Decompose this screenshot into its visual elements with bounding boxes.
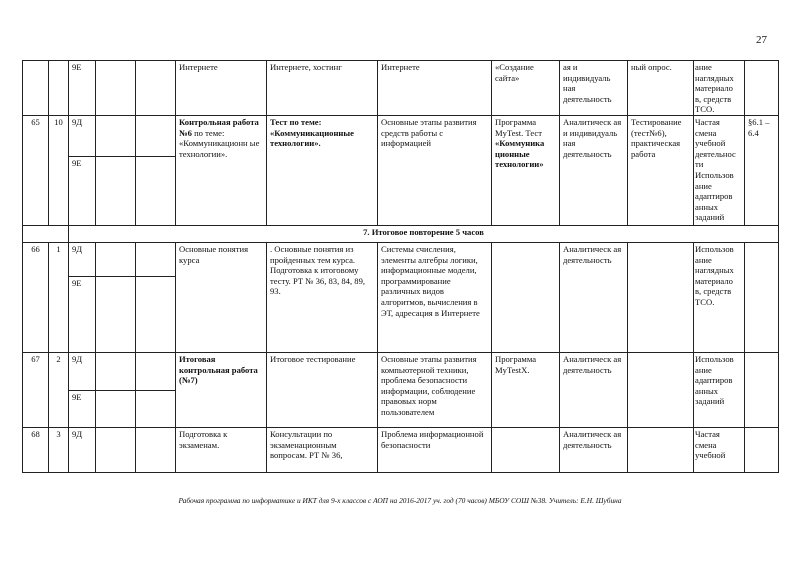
cell-hour: 1 xyxy=(49,243,69,353)
section-title: 7. Итоговое повторение 5 часов xyxy=(69,226,779,243)
cell-topic: Подготовка к экзаменам. xyxy=(176,428,267,473)
cell-hour: 10 xyxy=(49,116,69,226)
cell-elements: Проблема информационной безопасности xyxy=(378,428,492,473)
cell-correction: Частая смена учебной деятельнос ти Использов ание адаптиров анных заданий xyxy=(694,116,745,226)
cell-date-fact xyxy=(136,353,176,391)
cell-resources xyxy=(492,428,560,473)
page-footer: Рабочая программа по информатике и ИКТ для 9-х классов с АОП на 2016-2017 уч. год (70 часов) МБОУ СОШ №38. Учитель: Е.Н. Шубина xyxy=(178,496,622,505)
cell-homework xyxy=(745,428,779,473)
cell-resources xyxy=(492,243,560,353)
section-spacer xyxy=(23,226,69,243)
cell-correction: Использов ание наглядных материало в, средств ТСО. xyxy=(694,243,745,353)
cell-content: Интернете, хостинг xyxy=(267,61,378,116)
cell-lesson-num: 67 xyxy=(23,353,49,428)
cell-content: Итоговое тестирование xyxy=(267,353,378,428)
cell-topic: Основные понятия курса xyxy=(176,243,267,353)
cell-homework xyxy=(745,61,779,116)
cell-date-fact xyxy=(136,391,176,428)
cell-homework: §6.1 – 6.4 xyxy=(745,116,779,226)
cell-date-plan xyxy=(96,353,136,391)
resources-plain: Программа MyTest. Тест xyxy=(495,117,542,138)
cell-control: ный опрос. xyxy=(628,61,694,116)
cell-homework xyxy=(745,243,779,353)
cell-date-fact xyxy=(136,116,176,157)
cell-class: 9Е xyxy=(69,391,96,428)
cell-date-fact xyxy=(136,277,176,353)
cell-lesson-num: 68 xyxy=(23,428,49,473)
cell-resources: «Создание сайта» xyxy=(492,61,560,116)
table-row xyxy=(23,353,779,391)
cell-date-plan xyxy=(96,243,136,277)
lesson-plan-table xyxy=(22,60,779,473)
cell-elements: Основные этапы развития средств работы с информацией xyxy=(378,116,492,226)
cell-control xyxy=(628,428,694,473)
cell-hour: 3 xyxy=(49,428,69,473)
topic-bold: Контрольная работа №6 xyxy=(179,117,259,138)
cell-topic: Итоговая контрольная работа (№7) xyxy=(176,353,267,428)
cell-date-fact xyxy=(136,428,176,473)
cell-class: 9Д xyxy=(69,116,96,157)
cell-control: Тестирование (тест№6), практическая работа xyxy=(628,116,694,226)
cell-class: 9Д xyxy=(69,353,96,391)
cell-elements: Основные этапы развития компьютерной техники, проблема безопасности информации, соблюдение правовых норм пользователем xyxy=(378,353,492,428)
cell-correction: Частая смена учебной xyxy=(694,428,745,473)
cell-topic: Интернете xyxy=(176,61,267,116)
cell-date-fact xyxy=(136,157,176,226)
cell-content: . Основные понятия из пройденных тем курса. Подготовка к итоговому тесту. РТ № 36, 83, 84, 89, 93. xyxy=(267,243,378,353)
cell-lesson-num xyxy=(23,61,49,116)
table-row-continued xyxy=(23,61,779,116)
cell-lesson-num: 65 xyxy=(23,116,49,226)
cell-date-plan xyxy=(96,116,136,157)
cell-date-plan xyxy=(96,157,136,226)
cell-topic xyxy=(176,116,267,226)
cell-hour xyxy=(49,61,69,116)
cell-activity: ая и индивидуаль ная деятельность xyxy=(560,61,628,116)
cell-class: 9Д xyxy=(69,243,96,277)
cell-lesson-num: 66 xyxy=(23,243,49,353)
cell-activity: Аналитическ ая деятельность xyxy=(560,243,628,353)
table-row xyxy=(23,428,779,473)
cell-date-plan xyxy=(96,428,136,473)
table-row xyxy=(23,243,779,277)
cell-class: 9Е xyxy=(69,157,96,226)
cell-control xyxy=(628,353,694,428)
cell-resources xyxy=(492,116,560,226)
cell-correction: ание наглядных материало в, средств ТСО. xyxy=(694,61,745,116)
page-number: 27 xyxy=(756,34,767,46)
cell-homework xyxy=(745,353,779,428)
cell-elements: Интернете xyxy=(378,61,492,116)
cell-date-plan xyxy=(96,277,136,353)
cell-activity: Аналитическ ая деятельность xyxy=(560,428,628,473)
cell-elements: Системы счисления, элементы алгебры логики, информационные модели, программирование различных видов алгоритмов, вычисления в ЭТ, адресация в Интернете xyxy=(378,243,492,353)
cell-class: 9Е xyxy=(69,61,96,116)
cell-content: Тест по теме: «Коммуникационные технологии». xyxy=(267,116,378,226)
cell-resources: Программа MyTestX. xyxy=(492,353,560,428)
topic-rest: по теме: «Коммуникационн ые технологии». xyxy=(179,127,260,159)
cell-date-plan xyxy=(96,61,136,116)
cell-correction: Использов ание адаптиров анных заданий xyxy=(694,353,745,428)
cell-activity: Аналитическ ая и индивидуаль ная деятельность xyxy=(560,116,628,226)
cell-control xyxy=(628,243,694,353)
cell-hour: 2 xyxy=(49,353,69,428)
resources-bold: «Коммуника ционные технологии» xyxy=(495,138,545,170)
cell-date-fact xyxy=(136,243,176,277)
cell-content: Консультации по экзаменационным вопросам. РТ № 36, xyxy=(267,428,378,473)
cell-class: 9Е xyxy=(69,277,96,353)
cell-date-fact xyxy=(136,61,176,116)
cell-date-plan xyxy=(96,391,136,428)
table-row xyxy=(23,116,779,157)
section-row xyxy=(23,226,779,243)
cell-class: 9Д xyxy=(69,428,96,473)
cell-activity: Аналитическ ая деятельность xyxy=(560,353,628,428)
